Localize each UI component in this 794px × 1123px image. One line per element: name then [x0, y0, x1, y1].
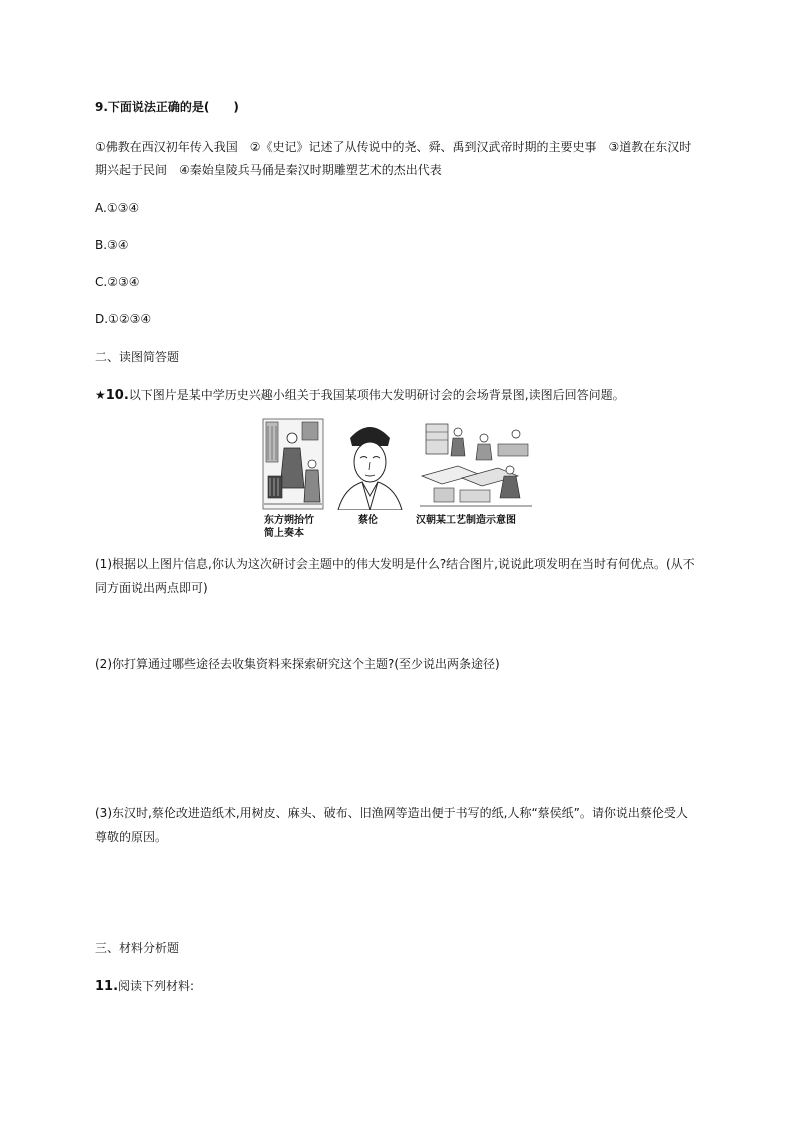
star-icon: ★ [95, 388, 106, 402]
caption-papermaking: 汉朝某工艺制造示意图 [416, 515, 516, 526]
q9-option-c: C.②③④ [95, 275, 140, 289]
q9-option-a: A.①③④ [95, 201, 140, 215]
q10-sub2: (2)你打算通过哪些途径去收集资料来探索研究这个主题?(至少说出两条途径) [95, 657, 500, 671]
q11-number: 11. [95, 979, 119, 994]
cai-lun-portrait [334, 418, 406, 510]
q9-stem-line1: ①佛教在西汉初年传入我国 ②《史记》记述了从传说中的尧、舜、禹到汉武帝时期的主要史事 ③道教在东汉时 [95, 140, 692, 154]
papermaking-process-illustration [418, 418, 534, 510]
q9-option-d: D.①②③④ [95, 312, 152, 326]
q9-title: 9.下面说法正确的是( ) [95, 100, 239, 114]
q10-sub3-line1: (3)东汉时,蔡伦改进造纸术,用树皮、麻头、破布、旧渔网等造出便于书写的纸,人称“蔡侯纸”。请你说出蔡伦受人 [95, 806, 688, 820]
q9-option-b: B.③④ [95, 238, 129, 252]
q11-text: 阅读下列材料: [118, 979, 195, 993]
bamboo-slip-court-illustration [262, 418, 324, 510]
q10-intro: 以下图片是某中学历史兴趣小组关于我国某项伟大发明研讨会的会场背景图,读图后回答问题。 [128, 388, 625, 402]
q10-sub3-line2: 尊敬的原因。 [95, 830, 168, 844]
caption-bamboo-line1: 东方朔抬竹 [264, 515, 314, 526]
q10-intro-line [95, 387, 625, 404]
q9-stem-line2: 期兴起于民间 ④秦始皇陵兵马俑是秦汉时期雕塑艺术的杰出代表 [95, 163, 442, 177]
caption-bamboo-line2: 简上奏本 [264, 528, 304, 539]
q10-number: 10. [105, 388, 129, 403]
q11-line [95, 978, 194, 995]
caption-cai-lun: 蔡伦 [358, 515, 378, 526]
q10-sub1-line2: 同方面说出两点即可) [95, 581, 208, 595]
q10-sub1-line1: (1)根据以上图片信息,你认为这次研讨会主题中的伟大发明是什么?结合图片,说说此项发明在当时有何优点。(从不 [95, 557, 695, 571]
section2-heading: 二、读图简答题 [95, 350, 180, 364]
section3-heading: 三、材料分析题 [95, 941, 180, 955]
q10-figure-group [262, 418, 534, 544]
